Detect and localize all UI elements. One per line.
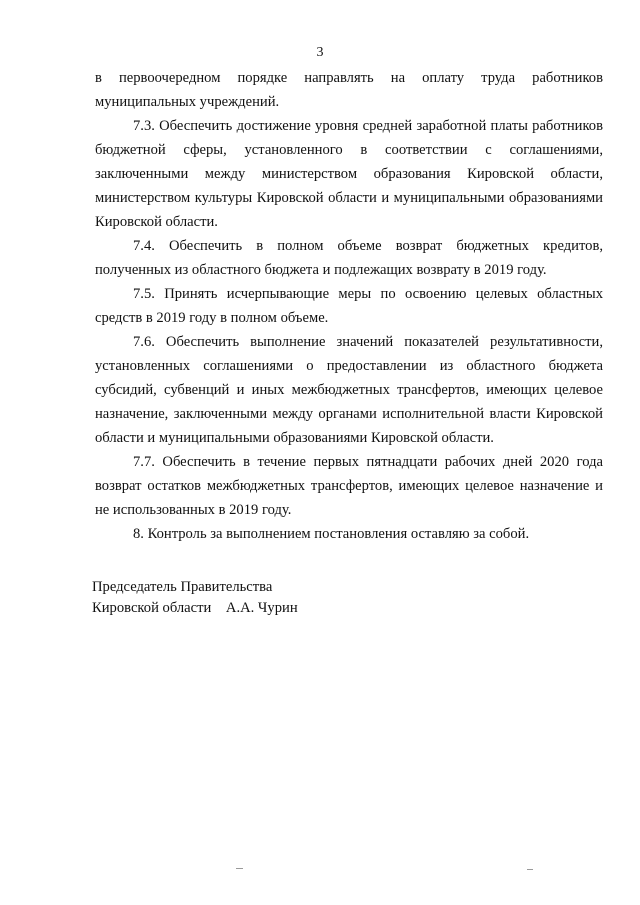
- page-number: 3: [316, 45, 324, 60]
- signatory-region-and-name: Кировской области А.А. Чурин: [92, 600, 298, 616]
- scan-speck: [236, 868, 243, 869]
- signature-block: [92, 577, 298, 619]
- scan-speck: [527, 869, 533, 870]
- paragraph-continuation: в первоочередном порядке направлять на оплату труда работников муниципальных учреждений.: [95, 70, 603, 110]
- signatory-title: Председатель Правительства: [92, 579, 273, 595]
- document-body: [95, 66, 603, 546]
- paragraph-7-7: 7.7. Обеспечить в течение первых пятнадцати рабочих дней 2020 года возврат остатков межбюджетных трансфертов, имеющих целевое назначение и не использованных в 2019 году.: [95, 454, 603, 518]
- paragraph-7-6: 7.6. Обеспечить выполнение значений показателей результативности, установленных соглашениями о предоставлении из областного бюджета субсидий, субвенций и иных межбюджетных трансфертов, имеющих целевое назначение, заключенными между органами исполнительной власти Кировской области и муниципальными образованиями Кировской области.: [95, 334, 603, 446]
- paragraph-7-4: 7.4. Обеспечить в полном объеме возврат бюджетных кредитов, полученных из областного бюджета и подлежащих возврату в 2019 году.: [95, 238, 603, 278]
- paragraph-7-5: 7.5. Принять исчерпывающие меры по освоению целевых областных средств в 2019 году в полном объеме.: [95, 286, 603, 326]
- paragraph-8: 8. Контроль за выполнением постановления оставляю за собой.: [133, 526, 530, 542]
- paragraph-7-3: 7.3. Обеспечить достижение уровня средней заработной платы работников бюджетной сферы, установленного в соответствии с соглашениями, заключенными между министерством образования Кировской области, министерством культуры Кировской области и муниципальными образованиями Кировской области.: [95, 118, 603, 230]
